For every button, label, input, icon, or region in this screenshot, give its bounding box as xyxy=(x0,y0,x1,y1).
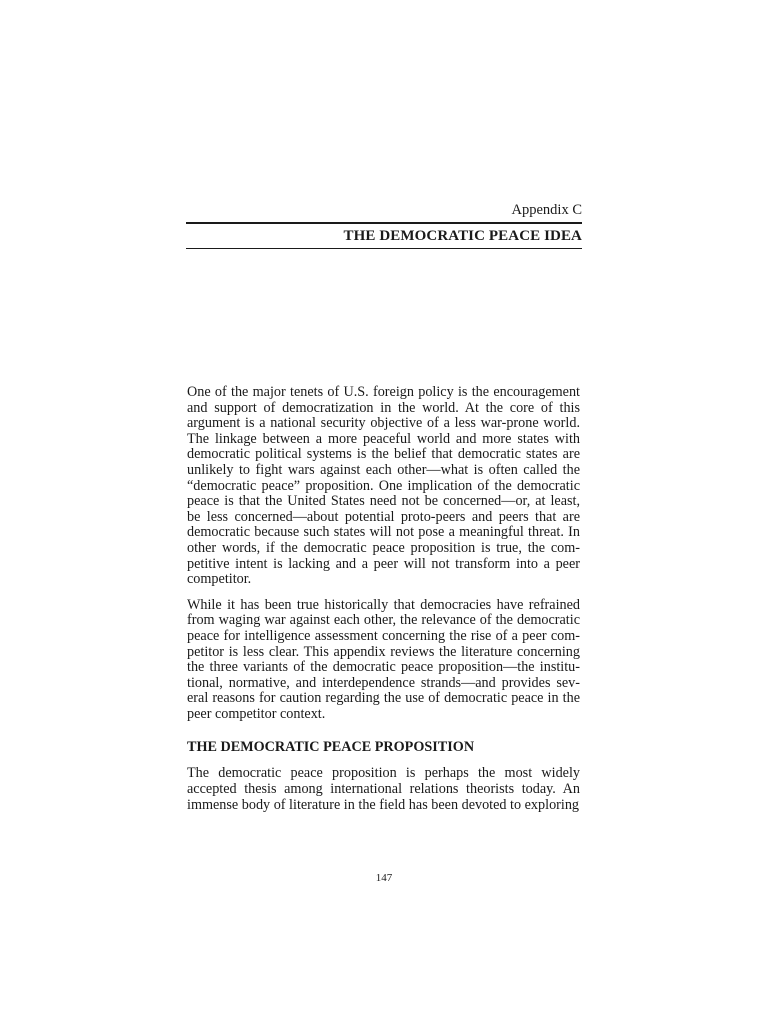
chapter-title: THE DEMOCRATIC PEACE IDEA xyxy=(343,228,582,244)
page-number: 147 xyxy=(375,872,393,884)
body-paragraph-2: While it has been true historically that democracies have refrained from waging war against each other, the relevance of the democratic peace for intelligence assessment concerning the rise of a peer competitor is less clear. This appendix reviews the literature concerning the three variants of the democratic peace proposition—the institutional, normative, and interdependence strands—and provides several reasons for caution regarding the use of democratic peace in the peer competitor context. xyxy=(187,596,580,722)
body-paragraph-1: One of the major tenets of U.S. foreign policy is the encouragement and support of democratization in the world. At the core of this argument is a national security objective of a less war-prone world. The linkage between a more peaceful world and more states with democratic political systems is the belief that democratic states are unlikely to fight wars against each other—what is often called the “democratic peace” proposition. One implication of the democratic peace is that the United States need not be concerned—or, at least, be less concerned—about potential proto-peers and peers that are democratic because such states will not pose a meaningful threat. In other words, if the democratic peace proposition is true, the competitive intent is lacking and a peer will not transform into a peer competitor. xyxy=(187,384,580,588)
chapter-header xyxy=(186,201,582,249)
section-paragraph: The democratic peace proposition is perhaps the most widely accepted thesis among international relations theorists today. An immense body of literature in the field has been devoted to exploring xyxy=(187,765,580,813)
body-text xyxy=(187,385,580,823)
header-rule-top xyxy=(186,222,582,224)
appendix-label: Appendix C xyxy=(511,202,582,218)
header-rule-bottom xyxy=(186,248,582,249)
section-heading: THE DEMOCRATIC PEACE PROPOSITION xyxy=(187,739,475,756)
